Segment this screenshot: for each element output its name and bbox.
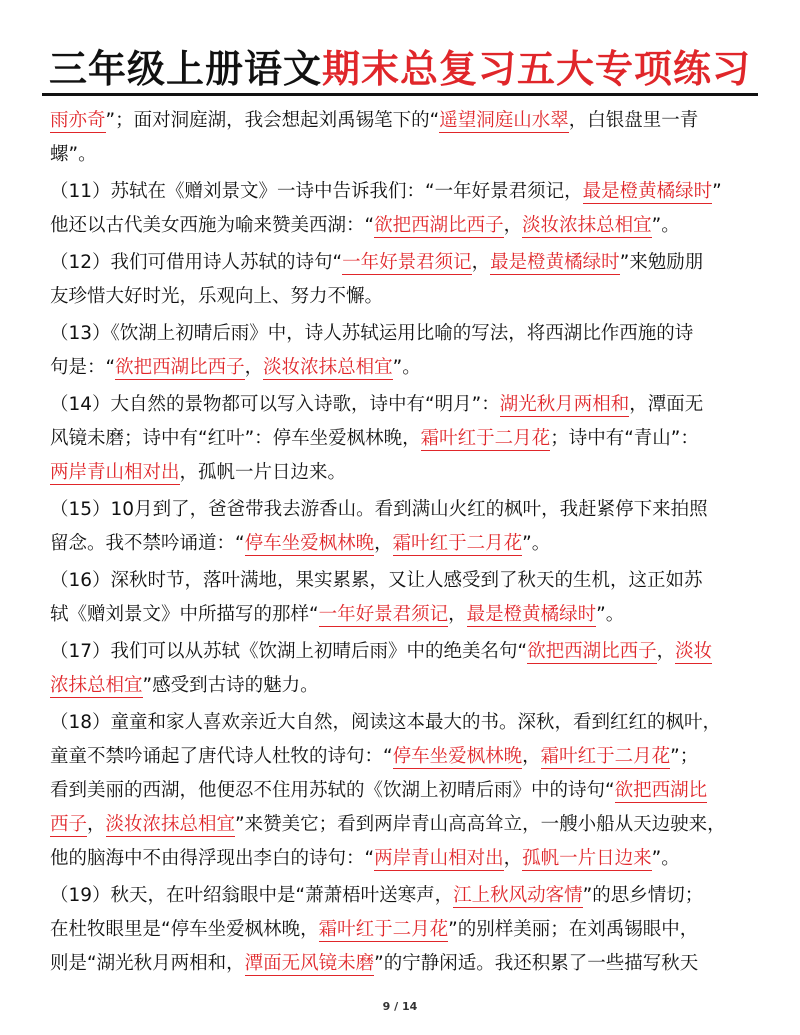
body-text: 轼《赠刘景文》中所描写的那样“ xyxy=(50,604,319,625)
body-text: 友珍惜大好时光，乐观向上、努力不懈。 xyxy=(50,286,384,307)
body-text: ， xyxy=(87,814,106,835)
body-text: （14）大自然的景物都可以写入诗歌，诗中有“明月”： xyxy=(50,394,500,415)
answer-text: 欲把西湖比西子 xyxy=(374,215,504,236)
body-text: ”来勉励朋 xyxy=(619,252,704,273)
text-line xyxy=(50,947,750,981)
body-text: ， xyxy=(374,533,393,554)
text-line xyxy=(50,209,750,243)
page-title xyxy=(0,38,800,93)
answer-text: 最是橙黄橘绿时 xyxy=(582,181,713,202)
body-text: ， xyxy=(503,215,523,236)
answer-text: 淡妆浓抹总相宜 xyxy=(263,357,393,378)
body-text: （17）我们可以从苏轼《饮湖上初晴后雨》中的绝美名句“ xyxy=(50,641,528,662)
body-text: ”；面对洞庭湖，我会想起刘禹锡笔下的“ xyxy=(105,110,440,131)
text-line xyxy=(50,706,750,740)
body-text: 风镜未磨；诗中有“红叶”：停车坐爱枫林晚， xyxy=(50,428,421,449)
answer-text: 遥望洞庭山水翠 xyxy=(439,110,569,131)
answer-text: 浓抹总相宜 xyxy=(50,675,143,696)
title-underline xyxy=(42,93,758,96)
text-line xyxy=(50,808,750,842)
body-text: 螺”。 xyxy=(50,144,97,165)
answer-text: 霜叶红于二月花 xyxy=(392,533,523,554)
body-text: 则是“湖光秋月两相和， xyxy=(50,953,245,974)
answer-text: 一年好景君须记 xyxy=(342,252,472,273)
answer-text: 最是橙黄橘绿时 xyxy=(466,604,597,625)
text-line xyxy=(50,493,750,527)
answer-text: 欲把西湖比西子 xyxy=(115,357,245,378)
body-text: ”来赞美它；看到两岸青山高高耸立，一艘小船从天边驶来， xyxy=(235,814,726,835)
body-text: ， xyxy=(448,604,467,625)
body-text: ，孤帆一片日边来。 xyxy=(179,462,347,483)
body-text: 句是：“ xyxy=(50,357,116,378)
body-text: （19）秋天，在叶绍翁眼中是“萧萧梧叶送寒声， xyxy=(50,885,454,906)
answer-text: 潭面无风镜未磨 xyxy=(244,953,375,974)
body-text: （18）童童和家人喜欢亲近大自然，阅读这本最大的书。深秋，看到红红的枫叶， xyxy=(50,712,722,733)
answer-text: 霜叶红于二月花 xyxy=(540,746,671,767)
body-text: ”。 xyxy=(651,848,680,869)
text-line xyxy=(50,740,750,774)
text-line xyxy=(50,635,750,669)
page-number: 9 / 14 xyxy=(382,1000,418,1013)
body-text: ， xyxy=(244,357,264,378)
text-line xyxy=(50,913,750,947)
body-text: ”的别样美丽；在刘禹锡眼中， xyxy=(448,919,699,940)
body-text: ”的宁静闲适。我还积累了一些描写秋天 xyxy=(374,953,699,974)
text-line xyxy=(50,774,750,808)
body-text: 他还以古代美女西施为喻来赞美西湖：“ xyxy=(50,215,375,236)
body-text: ”。 xyxy=(392,357,421,378)
body-text: 留念。我不禁吟诵道：“ xyxy=(50,533,245,554)
body-text: ， xyxy=(656,641,676,662)
body-text: ”。 xyxy=(651,215,680,236)
document-body xyxy=(50,104,750,981)
title-red-part: 期末总复习五大专项练习 xyxy=(322,47,752,91)
answer-text: 淡妆浓抹总相宜 xyxy=(522,215,652,236)
answer-text: 最是橙黄橘绿时 xyxy=(490,252,620,273)
text-line xyxy=(50,422,750,456)
text-line xyxy=(50,564,750,598)
text-line xyxy=(50,456,750,490)
body-text: ”感受到古诗的魅力。 xyxy=(142,675,319,696)
answer-text: 孤帆一片日边来 xyxy=(522,848,652,869)
answer-text: 一年好景君须记 xyxy=(318,604,449,625)
body-text: ” xyxy=(712,181,722,202)
body-text: 童童不禁吟诵起了唐代诗人杜牧的诗句：“ xyxy=(50,746,393,767)
body-text: （11）苏轼在《赠刘景文》一诗中告诉我们：“一年好景君须记， xyxy=(50,181,583,202)
text-line xyxy=(50,138,750,172)
answer-text: 两岸青山相对出 xyxy=(50,462,180,483)
body-text: ， xyxy=(503,848,523,869)
text-line xyxy=(50,246,750,280)
body-text: ，潭面无 xyxy=(629,394,704,415)
body-text: ；诗中有“青山”： xyxy=(550,428,699,449)
answer-text: 湖光秋月两相和 xyxy=(499,394,630,415)
text-line xyxy=(50,842,750,876)
body-text: 他的脑海中不由得浮现出李白的诗句：“ xyxy=(50,848,375,869)
answer-text: 欲把西湖比西子 xyxy=(527,641,657,662)
answer-text: 江上秋风动客情 xyxy=(453,885,583,906)
answer-text: 欲把西湖比 xyxy=(614,780,708,801)
body-text: （15）10月到了，爸爸带我去游香山。看到满山火红的枫叶，我赶紧停下来拍照 xyxy=(50,499,708,520)
text-line xyxy=(50,527,750,561)
answer-text: 霜叶红于二月花 xyxy=(420,428,551,449)
text-line xyxy=(50,388,750,422)
answer-text: 雨亦奇 xyxy=(50,110,106,131)
answer-text: 停车坐爱枫林晚 xyxy=(392,746,523,767)
body-text: ”的思乡情切； xyxy=(582,885,704,906)
text-line xyxy=(50,598,750,632)
text-line xyxy=(50,351,750,385)
answer-text: 淡妆浓抹总相宜 xyxy=(105,814,236,835)
text-line xyxy=(50,280,750,314)
text-line xyxy=(50,317,750,351)
body-text: 看到美丽的西湖，他便忍不住用苏轼的《饮湖上初晴后雨》中的诗句“ xyxy=(50,780,615,801)
body-text: ，白银盘里一青 xyxy=(568,110,699,131)
body-text: ， xyxy=(471,252,491,273)
answer-text: 停车坐爱枫林晚 xyxy=(244,533,375,554)
answer-text: 西子 xyxy=(50,814,88,835)
answer-text: 淡妆 xyxy=(675,641,713,662)
body-text: ， xyxy=(522,746,541,767)
body-text: （12）我们可借用诗人苏轼的诗句“ xyxy=(50,252,343,273)
answer-text: 两岸青山相对出 xyxy=(374,848,504,869)
text-line xyxy=(50,175,750,209)
body-text: （13）《饮湖上初晴后雨》中，诗人苏轼运用比喻的写法，将西湖比作西施的诗 xyxy=(50,323,694,344)
text-line xyxy=(50,669,750,703)
body-text: ”。 xyxy=(522,533,551,554)
body-text: ”； xyxy=(670,746,699,767)
text-line xyxy=(50,104,750,138)
body-text: （16）深秋时节，落叶满地，果实累累，又让人感受到了秋天的生机，这正如苏 xyxy=(50,570,703,591)
title-black-part: 三年级上册语文 xyxy=(48,47,322,91)
text-line xyxy=(50,879,750,913)
answer-text: 霜叶红于二月花 xyxy=(318,919,449,940)
body-text: ”。 xyxy=(596,604,625,625)
body-text: 在杜牧眼里是“停车坐爱枫林晚， xyxy=(50,919,319,940)
